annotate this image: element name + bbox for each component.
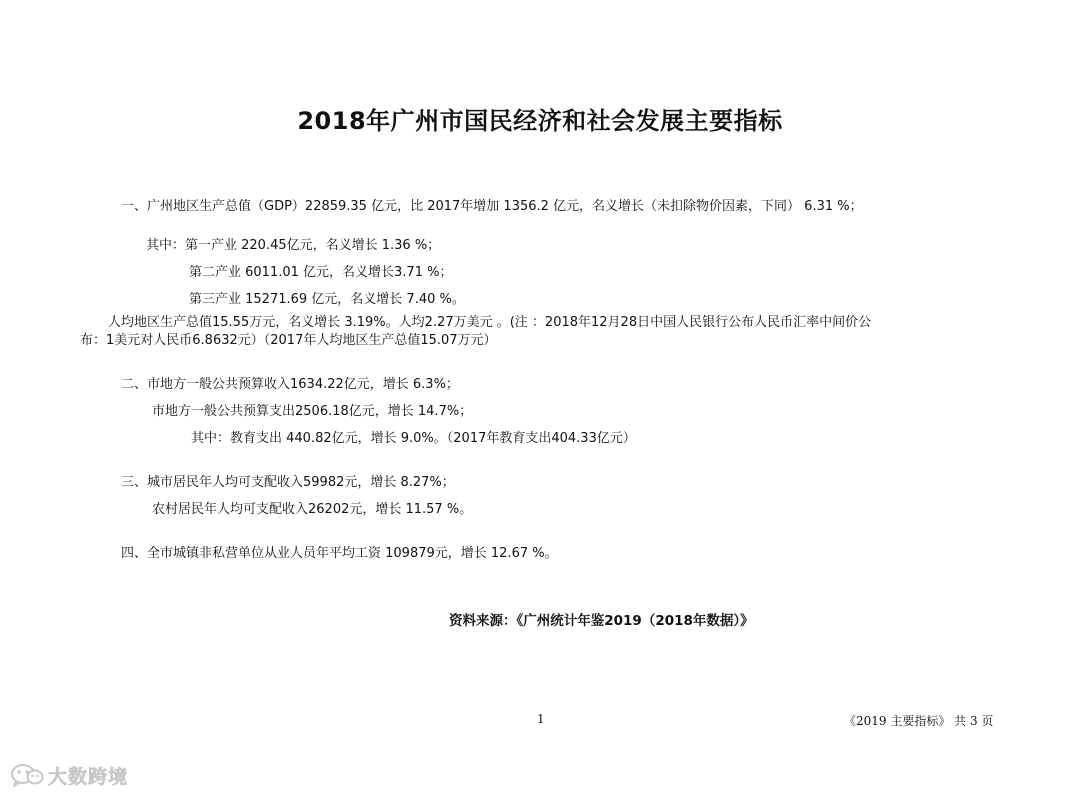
indicator-primary-industry-line: 其中：第一产业 220.45亿元，名义增长 1.36 %； <box>146 238 441 253</box>
indicator-urban-income-line: 三、城市居民年人均可支配收入59982元，增长 8.27%； <box>121 475 455 490</box>
indicator-per-capita-gdp-line: 人均地区生产总值15.55万元，名义增长 3.19%。人均2.27万美元 。(注 ：2018年12月28日中国人民银行公布人民币汇率中间价公 <box>108 315 872 330</box>
indicator-education-expenditure-line: 其中：教育支出 440.82亿元，增长 9.0%。（2017年教育支出404.33亿元） <box>191 431 636 446</box>
page-number: 1 <box>537 712 545 726</box>
indicator-budget-revenue-line: 二、市地方一般公共预算收入1634.22亿元，增长 6.3%； <box>121 377 459 392</box>
footer-doc-info: 《2019 主要指标》 共 3 页 <box>844 714 994 728</box>
watermark-text: 大数跨境 <box>48 765 129 788</box>
indicator-secondary-industry-line: 第二产业 6011.01 亿元，名义增长3.71 %； <box>189 265 453 280</box>
indicator-budget-expenditure-line: 市地方一般公共预算支出2506.18亿元，增长 14.7%； <box>152 404 473 419</box>
indicator-tertiary-industry-line: 第三产业 15271.69 亿元，名义增长 7.40 %。 <box>189 292 465 307</box>
indicator-rural-income-line: 农村居民年人均可支配收入26202元，增长 11.57 %。 <box>152 502 473 517</box>
wechat-logo-icon <box>10 763 44 787</box>
indicator-per-capita-gdp-note-line: 布：1美元对人民币6.8632元）（2017年人均地区生产总值15.07万元） <box>80 333 497 348</box>
page-title: 2018年广州市国民经济和社会发展主要指标 <box>297 107 783 135</box>
data-source-note: 资料来源：《广州统计年鉴2019（2018年数据）》 <box>449 613 754 629</box>
indicator-gdp-line: 一、广州地区生产总值（GDP）22859.35 亿元，比 2017年增加 1356.2 亿元，名义增长（未扣除物价因素，下同） 6.31 %； <box>121 199 863 214</box>
indicator-average-wage-line: 四、全市城镇非私营单位从业人员年平均工资 109879元，增长 12.67 %。 <box>121 546 558 561</box>
watermark <box>10 762 128 788</box>
